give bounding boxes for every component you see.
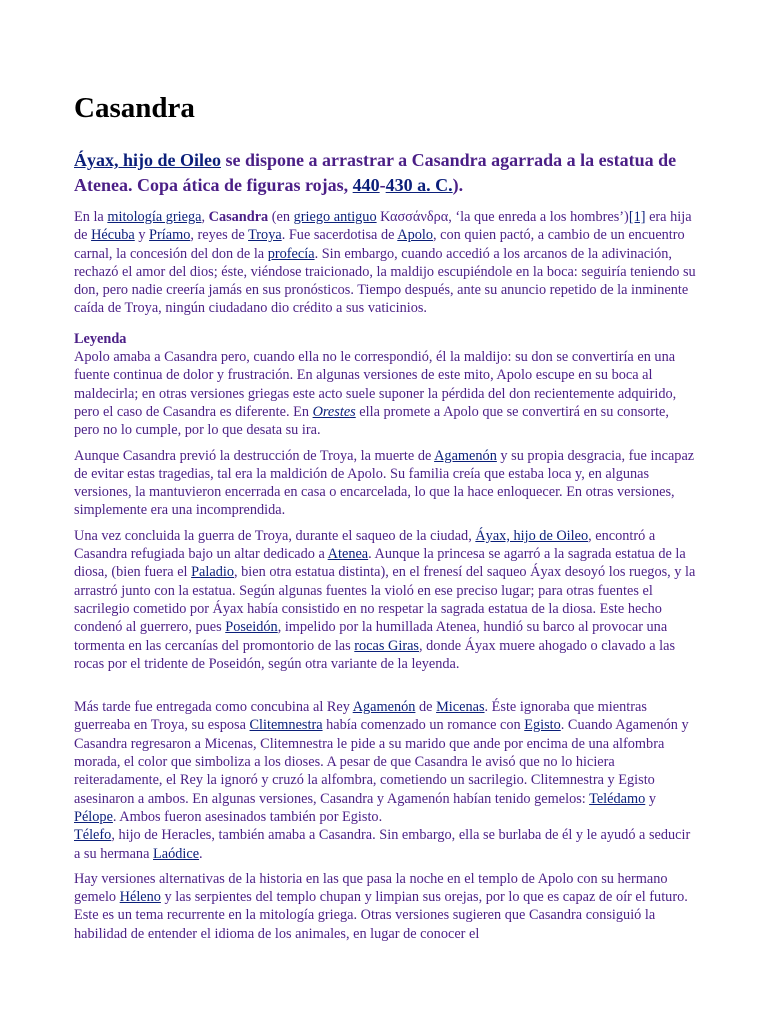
link-agamenon-2[interactable]: Agamenón — [352, 699, 416, 716]
link-egisto[interactable]: Egisto — [524, 717, 561, 734]
link-orestes[interactable]: Orestes — [312, 403, 356, 420]
link-clitemnestra[interactable]: Clitemnestra — [249, 717, 323, 734]
link-micenas[interactable]: Micenas — [436, 699, 485, 716]
link-ayax[interactable]: Áyax, hijo de Oileo — [74, 150, 221, 170]
link-hecuba[interactable]: Hécuba — [91, 227, 135, 244]
link-430[interactable]: 430 a. C. — [385, 175, 453, 195]
intro-paragraph: En la mitología griega, Casandra (en griego antiguo Κασσάνδρα, ‘la que enreda a los hombres’)[1] era hija de Hécuba y Príamo, reyes de Troya. Fue sacerdotisa de Apolo, con quien pactó, a cambio de un encuentro carnal, la concesión del don de la profecía. Sin embargo, cuando accedió a los arcanos de la adivinación, rechazó el amor del dios; éste, viéndose traicionado, la maldijo escupiéndole en la boca: seguiría teniendo su don, pero nadie creería jamás en sus pronósticos. Tiempo después, ante su anuncio repetido de la inminente caída de Troya, ningún ciudadano dio crédito a sus vaticinios. — [74, 209, 696, 317]
link-pelope[interactable]: Pélope — [74, 808, 113, 825]
link-paladio[interactable]: Paladio — [191, 564, 234, 581]
link-440[interactable]: 440 — [352, 175, 380, 195]
link-poseidon[interactable]: Poseidón — [225, 619, 278, 636]
link-atenea[interactable]: Atenea — [327, 546, 369, 563]
leyenda-paragraph-6: Hay versiones alternativas de la historia en las que pasa la noche en el templo de Apolo con su hermano gemelo Héleno y las serpientes del templo chupan y limpian sus orejas, por lo que es capaz de oír el futuro. Este es un tema recurrente en la mitología griega. Otras versiones sugieren que Casandra consiguió la habilidad de entender el idioma de los animales, en lugar de conocer el — [74, 870, 688, 942]
link-mitologia-griega[interactable]: mitología griega — [107, 209, 202, 225]
link-laodice[interactable]: Laódice — [153, 845, 200, 862]
leyenda-paragraph-2: Aunque Casandra previó la destrucción de Troya, la muerte de Agamenón y su propia desgracia, fue incapaz de evitar estas tragedias, tal era la maldición de Apolo. Su familia creía que estaba loca y, en algunas versiones, la mantuvieron encerrada en casa o encarcelada, lo que la hace enloquecer. En otras versiones, simplemente era una incomprendida. — [74, 447, 695, 519]
leyenda-paragraph-1: Apolo amaba a Casandra pero, cuando ella no le correspondió, él la maldijo: su don se convertiría en una fuente continua de dolor y frustración. En algunas versiones de este mito, Apolo escupe en su boca al maldecirla; en otras versiones griegas este acto suele suponer la pérdida del don recientemente adquirido, pero el caso de Casandra es diferente. En Orestes ella promete a Apolo que se convertirá en su consorte, pero no lo cumple, por lo que desata su ira. — [74, 349, 677, 439]
link-priamo[interactable]: Príamo — [149, 227, 191, 244]
link-telefo[interactable]: Télefo — [74, 827, 112, 844]
leyenda-paragraph-4: Más tarde fue entregada como concubina al Rey Agamenón de Micenas. Éste ignoraba que mientras guerreaba en Troya, su esposa Clitemnestra había comenzado un romance con Egisto. Cuando Agamenón y Casandra regresaron a Micenas, Clitemnestra le pide a su marido que ande por encima de una alfombra morada, el color que simboliza a los dioses. A pesar de que Casandra le avisó que no lo hiciera reiteradamente, el Rey la ignoró y cruzó la alfombra, cometiendo un sacrilegio. Clitemnestra y Egisto asesinaron a ambos. En algunas versiones, Casandra y Agamenón habían tenido gemelos: Telédamo y Pélope. Ambos fueron asesinados también por Egisto. — [74, 699, 689, 825]
link-rocas-giras[interactable]: rocas Giras — [354, 637, 419, 654]
link-griego-antiguo[interactable]: griego antiguo — [293, 209, 377, 225]
leyenda-paragraph-3: Una vez concluida la guerra de Troya, durante el saqueo de la ciudad, Áyax, hijo de Oileo, encontró a Casandra refugiada bajo un altar dedicado a Atenea. Aunque la princesa se agarró a la sagrada estatua de la diosa, (bien fuera el Paladio, bien otra estatua distinta), en el frenesí del saqueo Áyax desoyó los ruegos, y la arrastró junto con la estatua. Según algunas fuentes la violó en ese preciso lugar; para otras fuentes el sacrilegio cometido por Áyax había consistido en no respetar la sagrada estatua de la diosa. Este hecho condenó al guerrero, pues Poseidón, impelido por la humillada Atenea, hundió su barco al provocar una tormenta en las cercanías del promontorio de las rocas Giras, donde Áyax muere ahogado o clavado a las rocas por el tridente de Poseidón, según otra variante de la leyenda. — [74, 527, 696, 672]
image-caption: Áyax, hijo de Oileo se dispone a arrastrar a Casandra agarrada a la estatua de Atenea. Copa ática de figuras rojas, 440-430 a. C.). — [74, 150, 677, 195]
link-agamenon[interactable]: Agamenón — [434, 447, 497, 464]
link-ref-1[interactable]: [1] — [628, 209, 646, 225]
link-heleno[interactable]: Héleno — [119, 889, 161, 906]
link-troya[interactable]: Troya — [248, 227, 282, 244]
article-body — [74, 208, 696, 950]
link-apolo[interactable]: Apolo — [397, 227, 433, 244]
spacer — [74, 680, 696, 698]
link-ayax-oileo[interactable]: Áyax, hijo de Oileo — [475, 527, 589, 544]
leyenda-paragraph-5: Télefo, hijo de Heracles, también amaba a Casandra. Sin embargo, ella se burlaba de él y le ayudó a seducir a su hermana Laódice. — [74, 827, 691, 862]
page-title: Casandra — [74, 92, 195, 124]
link-teledamo[interactable]: Telédamo — [589, 790, 646, 807]
link-profecia[interactable]: profecía — [267, 245, 315, 262]
bold-casandra: Casandra — [208, 209, 269, 225]
section-heading-leyenda: Leyenda — [74, 330, 127, 347]
